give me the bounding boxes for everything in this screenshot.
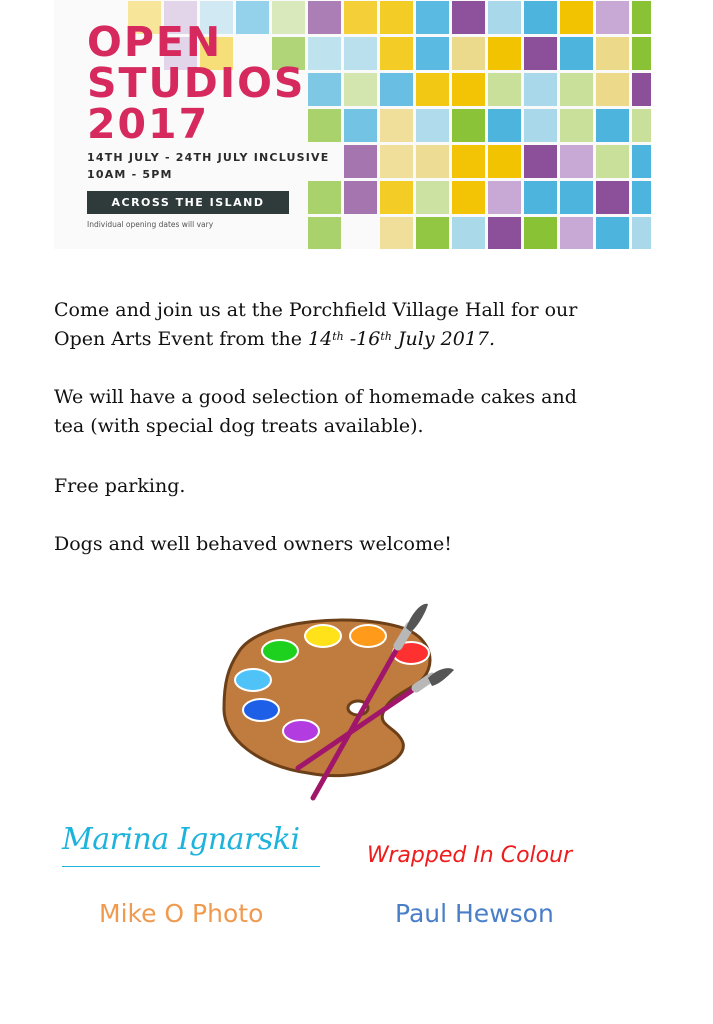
cakes-line2: tea (with special dog treats available). (54, 415, 424, 437)
paint-dot (350, 625, 386, 647)
mosaic-tile (380, 37, 413, 70)
mosaic-tile (524, 1, 557, 34)
mosaic-tile (596, 37, 629, 70)
mosaic-tile (632, 1, 651, 34)
mosaic-tile (488, 181, 521, 214)
mosaic-tile (596, 145, 629, 178)
mosaic-tile (308, 37, 341, 70)
mosaic-tile (632, 37, 651, 70)
mosaic-tile (452, 37, 485, 70)
mosaic-tile (488, 73, 521, 106)
mosaic-tile (344, 109, 377, 142)
paint-dot (305, 625, 341, 647)
mosaic-tile (308, 181, 341, 214)
mosaic-tile (272, 1, 305, 34)
banner-badge: ACROSS THE ISLAND (87, 191, 289, 214)
invite-line2: Open Arts Event from the (54, 328, 309, 350)
mosaic-tile (416, 109, 449, 142)
mosaic-tile (560, 217, 593, 249)
mosaic-tile (380, 145, 413, 178)
mosaic-tile (488, 217, 521, 249)
paint-dot (243, 699, 279, 721)
label-wrapped-in-colour: Wrapped In Colour (367, 843, 573, 868)
banner-title-year: 2017 (87, 100, 210, 148)
mosaic-tile (416, 217, 449, 249)
paint-palette-icon (218, 598, 458, 808)
open-studios-banner (54, 0, 651, 249)
mosaic-tile (308, 73, 341, 106)
mosaic-tile (632, 73, 651, 106)
mosaic-tile (560, 181, 593, 214)
mosaic-tile (452, 1, 485, 34)
mosaic-tile (596, 109, 629, 142)
mosaic-tile (380, 217, 413, 249)
invite-line1: Come and join us at the Porchfield Village Hall for our (54, 299, 578, 321)
label-paul-hewson: Paul Hewson (395, 899, 554, 928)
mosaic-tile (344, 73, 377, 106)
mosaic-tile (488, 37, 521, 70)
mosaic-tile (452, 217, 485, 249)
banner-title-open: OPEN (87, 18, 223, 66)
paint-dot (262, 640, 298, 662)
mosaic-tile (560, 109, 593, 142)
mosaic-tile (416, 73, 449, 106)
mosaic-tile (596, 217, 629, 249)
mosaic-tile (488, 109, 521, 142)
mosaic-tile (452, 109, 485, 142)
mosaic-tile (416, 145, 449, 178)
mosaic-tile (416, 181, 449, 214)
mosaic-tile (560, 145, 593, 178)
mosaic-tile (344, 37, 377, 70)
mosaic-tile (596, 1, 629, 34)
banner-title-studios: STUDIOS (87, 59, 306, 107)
mosaic-tile (524, 181, 557, 214)
mosaic-tile (344, 145, 377, 178)
paragraph-invite (54, 296, 664, 354)
paragraph-parking: Free parking. (54, 475, 186, 497)
mosaic-tile (488, 145, 521, 178)
mosaic-tile (632, 145, 651, 178)
mosaic-tile (380, 1, 413, 34)
mosaic-tile (560, 73, 593, 106)
mosaic-tile (452, 181, 485, 214)
mosaic-tile (596, 73, 629, 106)
mosaic-tile (524, 217, 557, 249)
cakes-line1: We will have a good selection of homemade cakes and (54, 386, 577, 408)
mosaic-tile (524, 145, 557, 178)
banner-hours: 10AM - 5PM (87, 168, 173, 181)
mosaic-tile (524, 37, 557, 70)
mosaic-tile (308, 109, 341, 142)
mosaic-tile (308, 1, 341, 34)
mosaic-tile (632, 181, 651, 214)
paint-dot (235, 669, 271, 691)
mosaic-tile (380, 109, 413, 142)
mosaic-tile (632, 109, 651, 142)
mosaic-tile (560, 1, 593, 34)
mosaic-tile (344, 1, 377, 34)
paragraph-dogs: Dogs and well behaved owners welcome! (54, 533, 452, 555)
mosaic-tile (524, 73, 557, 106)
signature-underline (62, 866, 320, 867)
paragraph-cakes (54, 383, 664, 441)
signature-marina-ignarski: Marina Ignarski (62, 822, 300, 857)
paint-dot (283, 720, 319, 742)
banner-note: Individual opening dates will vary (87, 220, 214, 229)
mosaic-tile (416, 37, 449, 70)
mosaic-tile (560, 37, 593, 70)
mosaic-tile (452, 145, 485, 178)
mosaic-tile (596, 181, 629, 214)
mosaic-tile (380, 73, 413, 106)
mosaic-tile (236, 1, 269, 34)
mosaic-tile (416, 1, 449, 34)
mosaic-tile (524, 109, 557, 142)
label-mike-o-photo: Mike O Photo (99, 899, 264, 928)
event-dates: 14th -16th July 2017. (308, 328, 496, 350)
mosaic-tile (488, 1, 521, 34)
mosaic-tile (632, 217, 651, 249)
banner-dates: 14TH JULY - 24TH JULY INCLUSIVE (87, 151, 330, 164)
mosaic-tile (452, 73, 485, 106)
mosaic-tile (344, 181, 377, 214)
mosaic-tile (380, 181, 413, 214)
mosaic-tile (308, 217, 341, 249)
